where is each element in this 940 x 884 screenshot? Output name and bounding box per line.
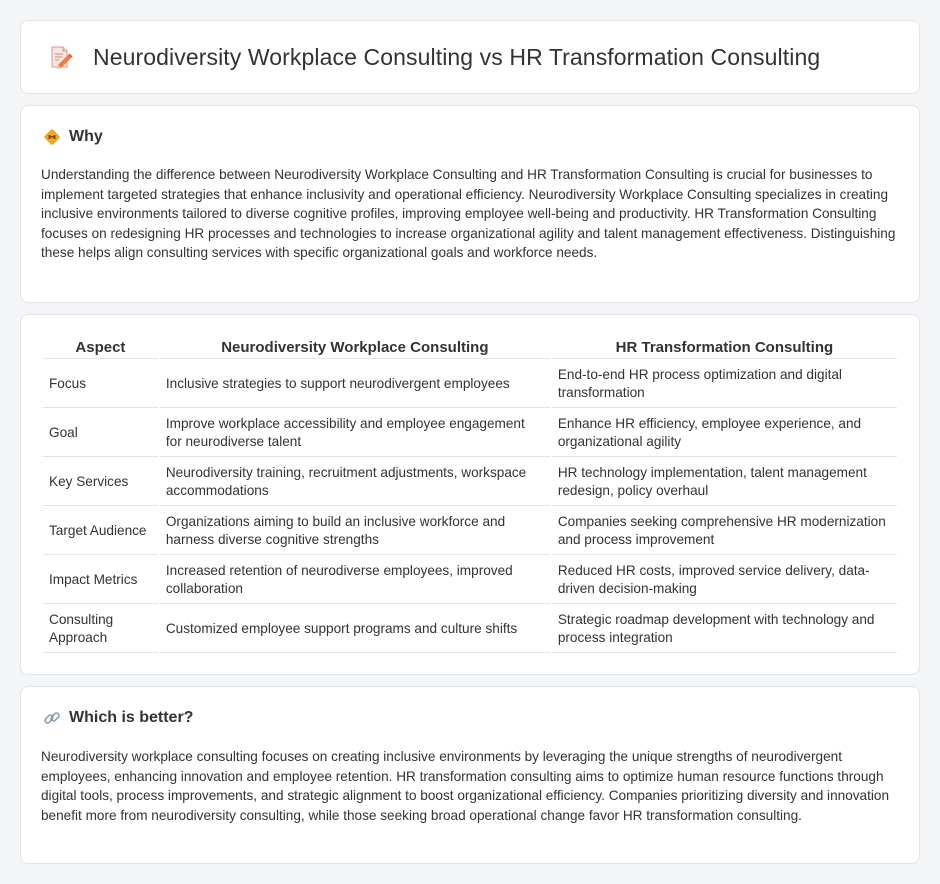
table-row — [43, 557, 897, 604]
row-neurodiversity: Improve workplace accessibility and employee engagement for neurodiverse talent — [160, 410, 550, 457]
table-header-row — [43, 337, 897, 359]
link-icon — [43, 709, 61, 727]
better-title: Which is better? — [69, 709, 194, 726]
diamond-warning-icon — [43, 128, 61, 146]
row-aspect: Goal — [43, 410, 158, 457]
which-is-better-section — [20, 686, 920, 864]
row-neurodiversity: Inclusive strategies to support neurodivergent employees — [160, 361, 550, 408]
row-hr: Enhance HR efficiency, employee experience, and organizational agility — [552, 410, 897, 457]
row-hr: Strategic roadmap development with technology and process integration — [552, 606, 897, 653]
row-hr: Reduced HR costs, improved service delivery, data-driven decision-making — [552, 557, 897, 604]
why-text: Understanding the difference between Neurodiversity Workplace Consulting and HR Transformation Consulting is crucial for businesses to implement targeted strategies that enhance inclusivity and operational efficiency. Neurodiversity Workplace Consulting specializes in creating inclusive environments tailored to diverse cognitive profiles, improving employee well-being and productivity. HR Transformation Consulting focuses on redesigning HR processes and technologies to increase organizational agility and talent management effectiveness. Distinguishing these helps align consulting services with specific organizational goals and workforce needs. — [41, 167, 896, 261]
better-heading — [43, 709, 193, 727]
header-hr-transformation: HR Transformation Consulting — [552, 337, 897, 359]
row-hr: HR technology implementation, talent management redesign, policy overhaul — [552, 459, 897, 506]
why-title: Why — [69, 128, 103, 145]
row-hr: End-to-end HR process optimization and digital transformation — [552, 361, 897, 408]
comparison-table — [41, 335, 899, 655]
document-pen-icon — [47, 44, 73, 70]
table-row — [43, 606, 897, 653]
header-neurodiversity: Neurodiversity Workplace Consulting — [160, 337, 550, 359]
why-section — [20, 105, 920, 303]
page-title: Neurodiversity Workplace Consulting vs HR Transformation Consulting — [93, 43, 821, 70]
row-aspect: Key Services — [43, 459, 158, 506]
table-row — [43, 361, 897, 408]
table-row — [43, 508, 897, 555]
row-neurodiversity: Customized employee support programs and culture shifts — [160, 606, 550, 653]
better-text: Neurodiversity workplace consulting focuses on creating inclusive environments by leveraging the unique strengths of neurodivergent employees, enhancing innovation and employee retention. HR transformation consulting aims to optimize human resource functions through digital tools, process improvements, and strategic alignment to boost organizational efficiency. Companies prioritizing diversity and innovation benefit more from neurodiversity consulting, while those seeking broad operational change favor HR transformation consulting. — [41, 749, 890, 823]
row-aspect: Impact Metrics — [43, 557, 158, 604]
row-neurodiversity: Increased retention of neurodiverse employees, improved collaboration — [160, 557, 550, 604]
row-hr: Companies seeking comprehensive HR modernization and process improvement — [552, 508, 897, 555]
row-neurodiversity: Neurodiversity training, recruitment adjustments, workspace accommodations — [160, 459, 550, 506]
why-heading — [43, 128, 103, 146]
header-aspect: Aspect — [43, 337, 158, 359]
table-row — [43, 410, 897, 457]
row-aspect: Consulting Approach — [43, 606, 158, 653]
row-aspect: Target Audience — [43, 508, 158, 555]
row-aspect: Focus — [43, 361, 158, 408]
row-neurodiversity: Organizations aiming to build an inclusive workforce and harness diverse cognitive strengths — [160, 508, 550, 555]
comparison-table-card — [20, 314, 920, 675]
title-card — [20, 20, 920, 94]
table-row — [43, 459, 897, 506]
